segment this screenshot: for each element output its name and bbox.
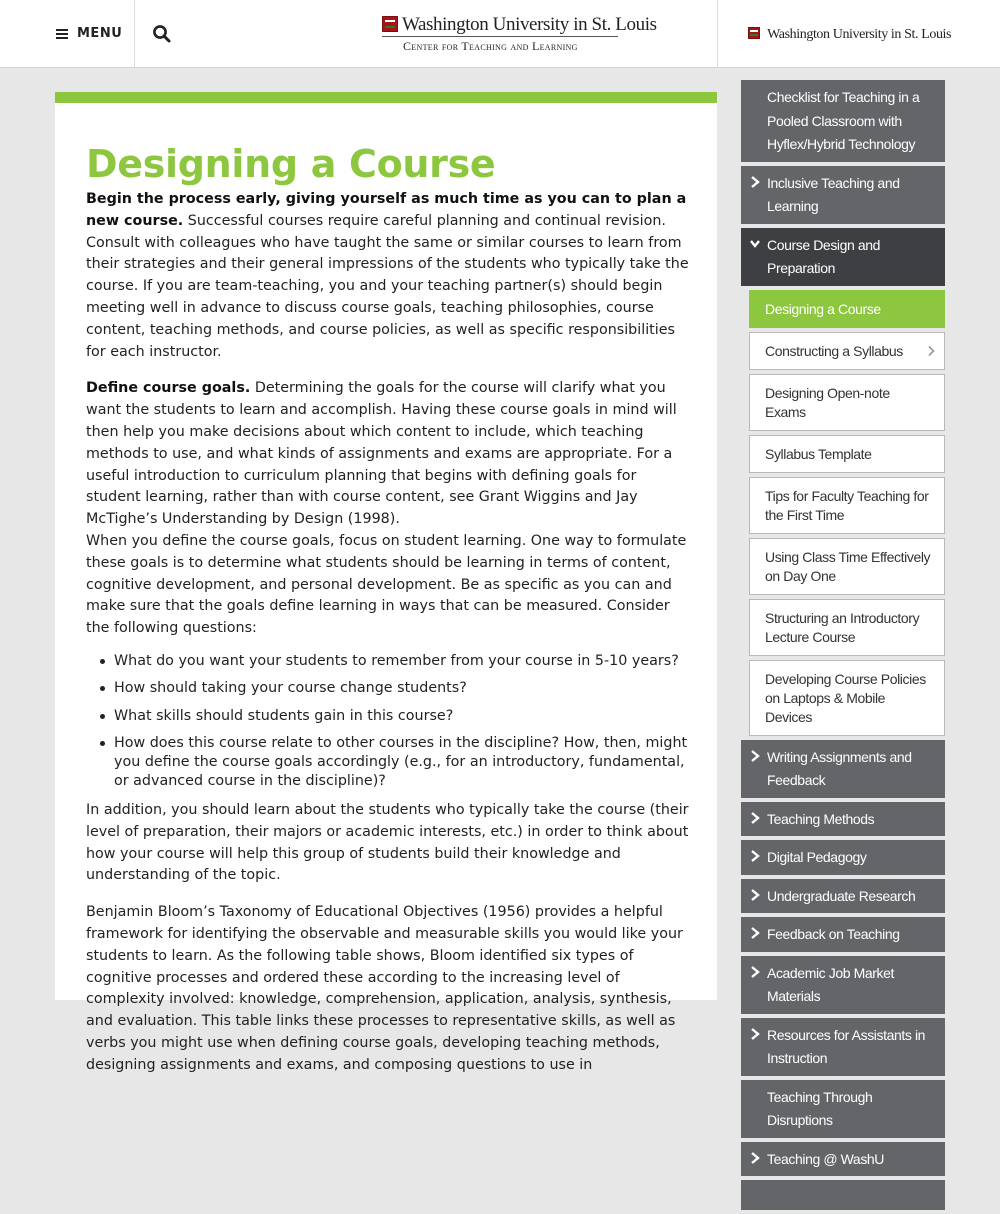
sidebar-item-label: Feedback on Teaching: [767, 926, 900, 942]
list-item: What skills should students gain in this course?: [114, 707, 690, 726]
chevron-right-icon: [750, 1027, 760, 1041]
sidebar-item-writing-assignments[interactable]: [741, 740, 945, 798]
main-content: [55, 92, 717, 1073]
intro-text: Successful courses require careful planning and continual revision. Consult with colleagues who have taught the same or similar courses to learn from their strategies and their general impressions of the students who typically take the course. If you are team-teaching, you and your teaching partner(s) should begin meeting well in advance to discuss course goals, teaching philosophies, course content, teaching methods, and course policies, as well as specific responsibilities for each instructor.: [86, 212, 689, 360]
sidebar-item-label: Resources for Assistants in Instruction: [767, 1026, 926, 1066]
subnav-item-label: Tips for Faculty Teaching for the First Time: [765, 487, 929, 523]
sidebar-item-checklist[interactable]: [741, 80, 945, 162]
sidebar-item-teaching-methods[interactable]: [741, 802, 945, 837]
chevron-right-icon: [750, 1151, 760, 1165]
sidebar-item-label: Teaching Methods: [767, 810, 875, 827]
paragraph-intro: [86, 189, 690, 363]
header-right-panel: [717, 0, 1000, 67]
subnav-item-label: Constructing a Syllabus: [765, 342, 903, 359]
sidebar-item-label: Checklist for Teaching in a Pooled Classroom with Hyflex/Hybrid Technology: [767, 89, 920, 152]
subnav-item-tips-first-time[interactable]: [749, 477, 945, 534]
sidebar-item-label: Academic Job Market Materials: [767, 964, 895, 1004]
subnav-item-label: Using Class Time Effectively on Day One: [765, 548, 931, 584]
logo-university-name: Washington University in St. Louis: [402, 14, 657, 35]
sidebar-item-teaching-washu[interactable]: [741, 1142, 945, 1177]
sidebar-item-label: Teaching Through Disruptions: [767, 1088, 873, 1128]
wustl-logo-text: Washington University in St. Louis: [767, 27, 952, 42]
subnav-item-constructing-syllabus[interactable]: [749, 332, 945, 370]
chevron-right-icon: [750, 175, 760, 189]
ctl-logo[interactable]: [382, 14, 657, 56]
sidebar-item-label: Writing Assignments and Feedback: [767, 748, 912, 788]
chevron-right-icon: [750, 965, 760, 979]
menu-label: MENU: [77, 26, 123, 41]
subnav-item-label: Developing Course Policies on Laptops & Mobile Devices: [765, 670, 926, 725]
search-icon[interactable]: [152, 24, 172, 44]
hamburger-icon: [56, 29, 68, 39]
chevron-right-icon: [750, 926, 760, 940]
goals-bold: Define course goals.: [86, 380, 251, 397]
wustl-logo[interactable]: [748, 27, 951, 46]
sidebar-item-feedback-teaching[interactable]: [741, 917, 945, 952]
subnav-item-syllabus-template[interactable]: [749, 435, 945, 473]
sidebar-subnav: [749, 290, 945, 736]
chevron-right-icon: [750, 749, 760, 763]
list-item: How should taking your course change students?: [114, 679, 690, 698]
list-item: What do you want your students to remember from your course in 5-10 years?: [114, 652, 690, 671]
menu-button[interactable]: [0, 0, 135, 67]
site-header: [0, 0, 1000, 68]
sidebar-nav: [741, 80, 945, 1214]
sidebar-item-assistants[interactable]: [741, 1018, 945, 1076]
sidebar-item-label: Inclusive Teaching and Learning: [767, 174, 900, 214]
sidebar-item-disruptions[interactable]: [741, 1080, 945, 1138]
subnav-item-open-note-exams[interactable]: [749, 374, 945, 431]
intro-bold: Begin the process early, giving yourself as much time as you can to plan a new course.: [86, 191, 687, 229]
sidebar-item-label: Digital Pedagogy: [767, 849, 867, 865]
list-item: How does this course relate to other courses in the discipline? How, then, might you define the course goals accordingly (e.g., for an introductory, fundamental, or advanced course in the discipline)?: [114, 734, 690, 791]
chevron-right-icon: [750, 811, 760, 825]
chevron-right-icon: [750, 888, 760, 902]
sidebar-item-more[interactable]: [741, 1180, 945, 1210]
sidebar-item-label: Course Design and Preparation: [767, 236, 881, 276]
subnav-item-label: Structuring an Introductory Lecture Course: [765, 609, 920, 645]
subnav-item-label: Designing a Course: [765, 300, 881, 317]
page-title: Designing a Course: [86, 142, 496, 186]
chevron-right-icon: [750, 849, 760, 863]
sidebar-item-label: Teaching @ WashU: [767, 1150, 885, 1167]
sidebar-item-undergraduate-research[interactable]: [741, 879, 945, 914]
chevron-right-icon: [927, 345, 935, 357]
paragraph-bloom: Benjamin Bloom’s Taxonomy of Educational Objectives (1956) provides a helpful framework for identifying the observable and measurable skills you would like your students to learn. As the following table shows, Bloom identified six types of cognitive processes and ordered these according to the increasing level of complexity involved: knowledge, comprehension, application, analysis, synthesis, and evaluation. This table links these processes to representative skills, as well as verbs you might use when defining course goals, developing teaching methods, designing assignments and exams, and composing questions to use in: [86, 904, 683, 1073]
university-shield-icon-small: [748, 27, 760, 39]
paragraph-students: In addition, you should learn about the students who typically take the course (their level of preparation, their majors or academic interests, etc.) in order to think about how your course will help this group of students build their knowledge and understanding of the topic.: [86, 801, 689, 884]
article: [86, 139, 690, 1077]
sidebar-item-digital-pedagogy[interactable]: [741, 840, 945, 875]
university-shield-icon: [382, 16, 398, 32]
subnav-item-designing-a-course[interactable]: [749, 290, 945, 328]
subnav-item-day-one[interactable]: [749, 538, 945, 595]
chevron-down-icon: [750, 237, 760, 251]
goals-text: Determining the goals for the course will clarify what you want the students to learn and accomplish. Having these course goals in mind will then help you make decisions about which content to include, which teaching methods to use, and what kinds of assignments and exams are appropriate. For a useful introduction to curriculum planning that begins with defining goals for student learning, rather than with course content, see Grant Wiggins and Jay McTighe’s Understanding by Design (1998).: [86, 380, 677, 528]
paragraph-goals: [86, 378, 690, 531]
subnav-item-label: Designing Open-note Exams: [765, 384, 890, 420]
sidebar-item-label: Undergraduate Research: [767, 887, 916, 904]
logo-divider: [382, 36, 618, 37]
questions-list: [114, 652, 690, 792]
logo-center-name: Center for Teaching and Learning: [403, 39, 578, 53]
sidebar-item-inclusive-teaching[interactable]: [741, 166, 945, 224]
subnav-item-label: Syllabus Template: [765, 445, 872, 462]
sidebar-item-course-design[interactable]: [741, 228, 945, 286]
paragraph-focus: When you define the course goals, focus on student learning. One way to formulate these goals is to determine what students should be learning in terms of content, cognitive development, and personal development. Be as specific as you can and make sure that the goals define learning in ways that can be measured. Consider the following questions:: [86, 532, 687, 637]
subnav-item-intro-lecture[interactable]: [749, 599, 945, 656]
subnav-item-laptop-policies[interactable]: [749, 660, 945, 736]
sidebar-item-job-market[interactable]: [741, 956, 945, 1014]
